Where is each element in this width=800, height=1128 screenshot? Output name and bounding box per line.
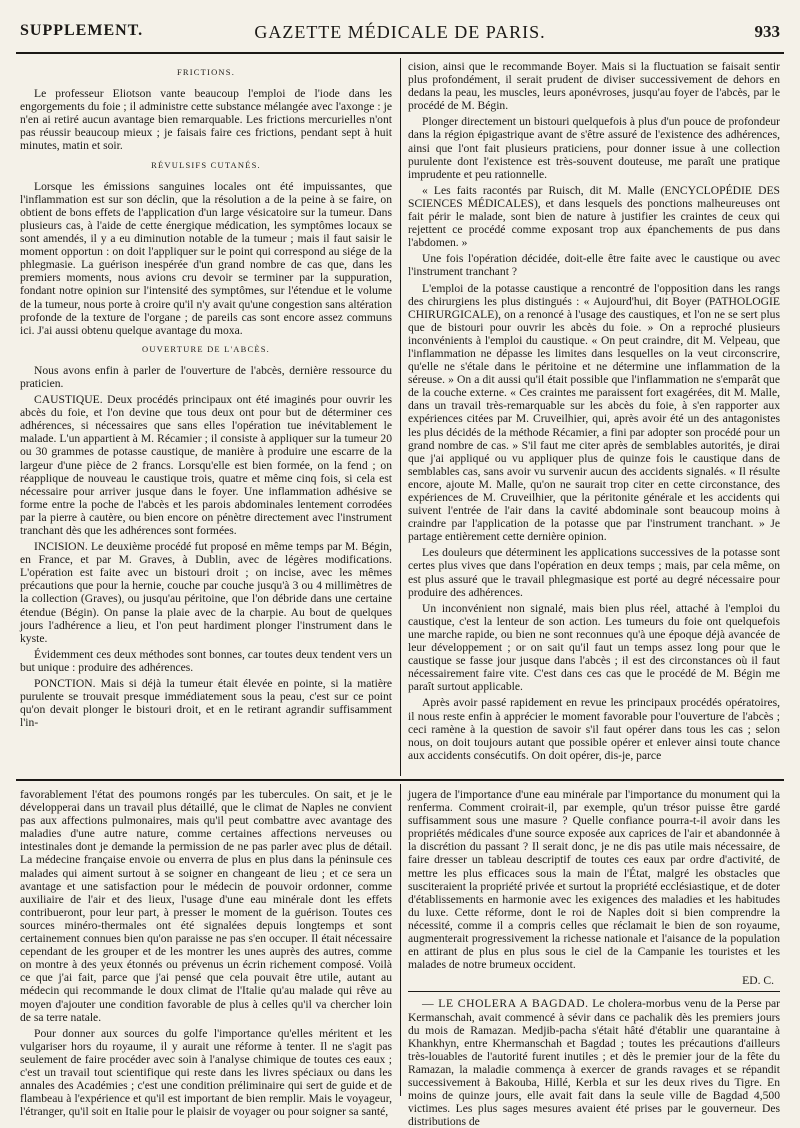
article-separator	[408, 991, 780, 992]
ponction-paragraph: PONCTION. Mais si déjà la tumeur était élevée en pointe, si la matière purulente se trouvait presque immédiatement sous la peau, c'est sur ce point qu'on devait plonger le bistouri droit, et en le retirant agrandir suffisamment l'in-	[20, 677, 392, 730]
right-paragraph-8: Après avoir passé rapidement en revue les principaux procédés opératoires, il nous reste enfin à apprécier le moment favorable pour l'ouverture de l'abcès ; ceci ramène à la question de savoir s'il faut opérer dans tous les cas ; selon nous, on doit toujours autant que possible opérer et enlever ainsi toute chance aux accidents consécutifs. On doit opérer, dis-je, parce	[408, 696, 780, 762]
supplement-label: SUPPLEMENT.	[20, 22, 144, 39]
author-signature: ED. C.	[742, 974, 774, 988]
revulsifs-paragraph: Lorsque les émissions sanguines locales ont été impuissantes, que l'inflammation est sur son déclin, que la résolution a de la peine à se faire, on obtient de bons effets de l'application d'un large vésicatoire sur la tumeur. Dans plusieurs cas, à l'aide de cette énergique médication, les symptômes locaux se sont amendés, il y a eu diminution notable de la tumeur ; mais il faut saisir le moment opportun : on doit l'appliquer sur le point qui correspond au siége de la phlegmasie. La guérison inespérée d'un grand nombre de cas que, dans les premiers moments, nous avions cru devoir se terminer par la suppuration, fondant notre opinion sur l'intensité des symptômes, sur l'étendue et le volume de la tumeur, nous porte à croire qu'il n'y avait qu'une congestion sans altération profonde de la texture de l'organe ; de pareils cas sont encore assez communs ici. J'ai aussi obtenu quelque avantage du moxa.	[20, 179, 392, 337]
right-paragraph-1: cision, ainsi que le recommande Boyer. Mais si la fluctuation se faisait sentir plus profondément, il serait prudent de diviser successivement de dehors en dedans la peau, les muscles, leurs aponévroses, jusqu'au foyer de l'abcès, par le procédé de M. Bégin.	[408, 60, 780, 113]
lower-left-column	[20, 788, 392, 1119]
cholera-paragraph	[408, 997, 780, 1128]
right-paragraph-3: « Les faits racontés par Ruisch, dit M. Malle (ENCYCLOPÉDIE DES SCIENCES MÉDICALES), et dans lesquels des ponctions malheureuses ont fait périr le malade, sont bien de nature à justifier les craintes de ceux qui rejettent ce procédé comme exposant trop aux épanchements de pus dans l'abdomen. »	[408, 183, 780, 250]
incision-paragraph: INCISION. Le deuxième procédé fut proposé en même temps par M. Bégin, en France, et par M. Graves, à Dublin, avec de légères modifications. L'opération est faite avec un bistouri droit ; on incise, avec les mêmes précautions que pour la hernie, couche par couche jusqu'à 3 ou 4 millimètres de la collection (Graves), ou jusqu'au péritoine, que l'on débride dans une certaine étendue (Bégin). On panse la plaie avec de la charpie. Au bout de quelques jours l'adhérence a lieu, et l'on peut hardiment plonger l'instrument dans le kyste.	[20, 540, 392, 645]
right-paragraph-7: Un inconvénient non signalé, mais bien plus réel, attaché à l'emploi du caustique, c'est la lenteur de son action. Les tumeurs du foie ont quelquefois une marche rapide, ou bien ne sont reconnues qu'à une époque déjà avancée de leur développement ; or on sait qu'il faut un temps assez long pour que le caustique se fasse jour jusque dans l'abcès ; il est des circonstances où il faut nécessairement faire vite. C'est dans ces cas que le procédé de M. Bégin me paraît surtout applicable.	[408, 601, 780, 694]
cholera-title: — LE CHOLERA A BAGDAD.	[422, 997, 589, 1011]
page-number: 933	[754, 22, 780, 41]
right-paragraph-2: Plonger directement un bistouri quelquefois à plus d'un pouce de profondeur dans la région épigastrique avant de s'être assuré de l'existence des adhérences, ainsi que l'ont fait plusieurs praticiens, pour donner issue à une collection purulente dont l'existence est très-souvent douteuse, me paraît une pratique imprudente et peu rationnelle.	[408, 115, 780, 181]
revulsifs-heading: RÉVULSIFS CUTANÉS.	[151, 159, 261, 170]
section-divider	[16, 779, 784, 781]
upper-right-column	[408, 60, 780, 773]
ouverture-paragraph: Nous avons enfin à parler de l'ouverture de l'abcès, dernière ressource du praticien.	[20, 363, 392, 390]
frictions-paragraph: Le professeur Eliotson vante beaucoup l'emploi de l'iode dans les engorgements du foie ; il administre cette substance mélangée avec l'axonge : je n'en ai retiré aucun avantage bien remarquable. Les frictions mercurielles n'ont pas réussir beaucoup mieux ; je faisais faire ces frictions, pendant sept à huit minutes, matin et soir.	[20, 87, 392, 153]
upper-left-column	[20, 60, 392, 773]
masthead	[16, 18, 784, 48]
naples-paragraph-1: favorablement l'état des poumons rongés par les tubercules. On sait, et je le développerai dans un travail plus détaillé, que le climat de Naples ne convient pas aux affections pulmonaires, mais qu'il peut combattre avec avantage des maladies d'une autre nature, comme certaines affections nerveuses ou intestinales dont je demande la permission de ne pas parler avec plus de détail. La médecine française envoie ou enverra de plus en plus dans la péninsule ces malades qui aiment surtout à se soigner en changeant de lieu ; et ce sera un avantage et une satisfaction pour le médecin de pouvoir ordonner, comme auxiliaire de l'air et des lieux, l'usage d'une eau minérale dont les effets contribueront, pour leur part, à presser le moment de la guérison. Toutes ces sources minéro-thermales ont été signalées depuis longtemps et sont certainement connues bien qu'on paraisse ne pas s'en occuper. Il était nécessaire cependant de les grouper et de les montrer les unes auprès des autres, comme on montre à des yeux étonnés ou prévenus un écrin richement composé. Voilà ce que j'ai fait, parce que j'ai pensé que cela pouvait être utile, autant au médecin qui recommande le doux climat de l'Italie qu'au malade qui rêve au moyen d'ajouter une condition favorable de plus à celles qu'il va chercher loin de sa terre natale.	[20, 788, 392, 1024]
frictions-heading: FRICTIONS.	[176, 67, 236, 77]
lower-column-divider	[400, 784, 401, 1096]
right-paragraph-4: Une fois l'opération décidée, doit-elle être faite avec le caustique ou avec l'instrument tranchant ?	[408, 252, 780, 279]
cholera-text: Le cholera-morbus venu de la Perse par Kermanschah, avait commencé à sévir dans ce pachalik dès les premiers jours du mois de Ramazan. Medjib-pacha s'était hâté d'établir une quarantaine à Khankhyn, entre Khermanschah et Bagdad ; toutes les précautions d'ailleurs très-louables de l'autorité furent inutiles ; et dès le premier jour de la fête du Ramazan, la maladie commença à exercer de grands ravages et se répandit successivement à Bakouba, Hillé, Kerbla et sur les deux rives du Tigre. En moins de quinze jours, elle avait fait dans la seule ville de Bagdad 4,500 victimes. Les plus sages mesures avaient été prises par le gouverneur. Des distributions de	[408, 997, 780, 1128]
ouverture-heading: OUVERTURE DE L'ABCÈS.	[142, 343, 270, 354]
lower-right-column	[408, 788, 780, 1128]
right-paragraph-5: L'emploi de la potasse caustique a rencontré de l'opposition dans les rangs des chirurgiens les plus distingués : « Aujourd'hui, dit Boyer (PATHOLOGIE CHIRURGICALE), on a renoncé à l'usage des caustiques, et l'on ne se sert plus que de bistouri pour ouvrir les abcès du foie. » On a reproché plusieurs inconvénients à l'emploi du caustique. « On peut craindre, dit M. Velpeau, que l'inflammation ne dépasse les limites dans lesquelles on la veut circonscrire, qu'elle ne s'étale dans le péritoine et ne détermine une inflammation de la séreuse. » On a dit aussi qu'il était possible que l'inflammation ne s'emparât que de la couche externe. « Ces craintes me paraissent fort exagérées, dit M. Malle, dans un travail très-remarquable sur les abcès du foie, à s'en rapporter aux expériences citées par M. Cruveilhier, qui, après avoir été un des antagonistes les plus décidés de la méthode Récamier, a fini par adopter son procédé pour un grand nombre de cas. » S'il faut me citer après de semblables autorités, je dirai que j'ai appliqué ou vu appliquer plus de quinze fois le caustique dans de semblables cas, sans avoir vu survenir aucun des accidents signalés. « Il résulte encore, ajoute M. Malle, qu'on ne saurait trop citer en cette circonstance, des expériences de M. Cruveilhier, que la péritonite générale et les accidents qui suivent l'entrée de l'air dans la cavité abdominale sont beaucoup moins à craindre par l'application de la potasse que par l'instrument tranchant. » Je partage entièrement cette dernière opinion.	[408, 281, 780, 544]
journal-title: GAZETTE MÉDICALE DE PARIS.	[254, 22, 546, 42]
header-rule	[16, 52, 784, 54]
naples-paragraph-2: Pour donner aux sources du golfe l'importance qu'elles méritent et les vulgariser hors du royaume, il y aurait une réforme à tenter. Il ne s'agit pas seulement de faire procéder avec soin à l'analyse chimique de toutes ces eaux ; c'est un travail tout scientifique qui reste dans les livres spéciaux ou dans les annales des Académies ; c'est une condition préliminaire qui sert de guide et de flambeau à l'expérience et qu'il est important de bien remplir. Mais le voyageur, l'étranger, qu'il soit en Italie pour le plaisir de voyager ou pour soigner sa santé,	[20, 1026, 392, 1119]
upper-column-divider	[400, 58, 401, 776]
right-paragraph-6: Les douleurs que déterminent les applications successives de la potasse sont certes plus vives que dans l'opération en deux temps ; mais, par cela même, on est plus assuré que le travail phlegmasique est porté au degré nécessaire pour produire des adhérences.	[408, 546, 780, 599]
naples-paragraph-3: jugera de l'importance d'une eau minérale par l'importance du monument qui la renferma. Comment croirait-il, par exemple, qu'un trésor puisse être gardé suffisamment sous une masure ? Quelle confiance pourra-t-il avoir dans les propriétés médicales d'une source exposée aux caprices de l'air et abandonnée à la discrétion du passant ? Il serait donc, je ne dis pas utile mais nécessaire, de faire dresser un tableau descriptif de toutes ces eaux par ordre d'activité, de mettre les plus efficaces sous la main de l'État, malgré les obstacles que susciteraient la propriété privée et surtout la propriété ecclésiastique, et de doter d'établissements en harmonie avec les exigences des maladies et les habitudes du luxe. Cette réforme, dont le roi de Naples doit si bien comprendre la nécessité, comme il a compris celles que réclamait le bien de son royaume, augmenterait progressivement la richesse nationale et l'aisance de la population en attirant de plus en plus sous le ciel de la Campanie les touristes et les malades de notre brumeux occident.	[408, 788, 780, 972]
caustique-paragraph: CAUSTIQUE. Deux procédés principaux ont été imaginés pour ouvrir les abcès du foie, et l'on devine que tous deux ont pour but de déterminer ces adhérences, si nécessaires que sans elles l'opération tue inévitablement le malade. L'un appartient à M. Récamier ; il consiste à appliquer sur la tumeur 20 ou 30 grammes de potasse caustique, de manière à produire une escarre de la largeur d'une pièce de 2 francs. Lorsqu'elle est bien formée, on la fend ; on réapplique de nouveau le caustique trois, quatre et même cinq fois, si cela est nécessaire pour arriver jusque dans le foyer. Une inflammation adhésive se forme entre la poche de l'abcès et les parois abdominales lentement corrodées par la pierre à cautère, ou bien encore on pénètre directement avec l'instrument tranchant dès que les adhérences sont formées.	[20, 393, 392, 537]
evidemment-paragraph: Évidemment ces deux méthodes sont bonnes, car toutes deux tendent vers un but unique : produire des adhérences.	[20, 647, 392, 674]
